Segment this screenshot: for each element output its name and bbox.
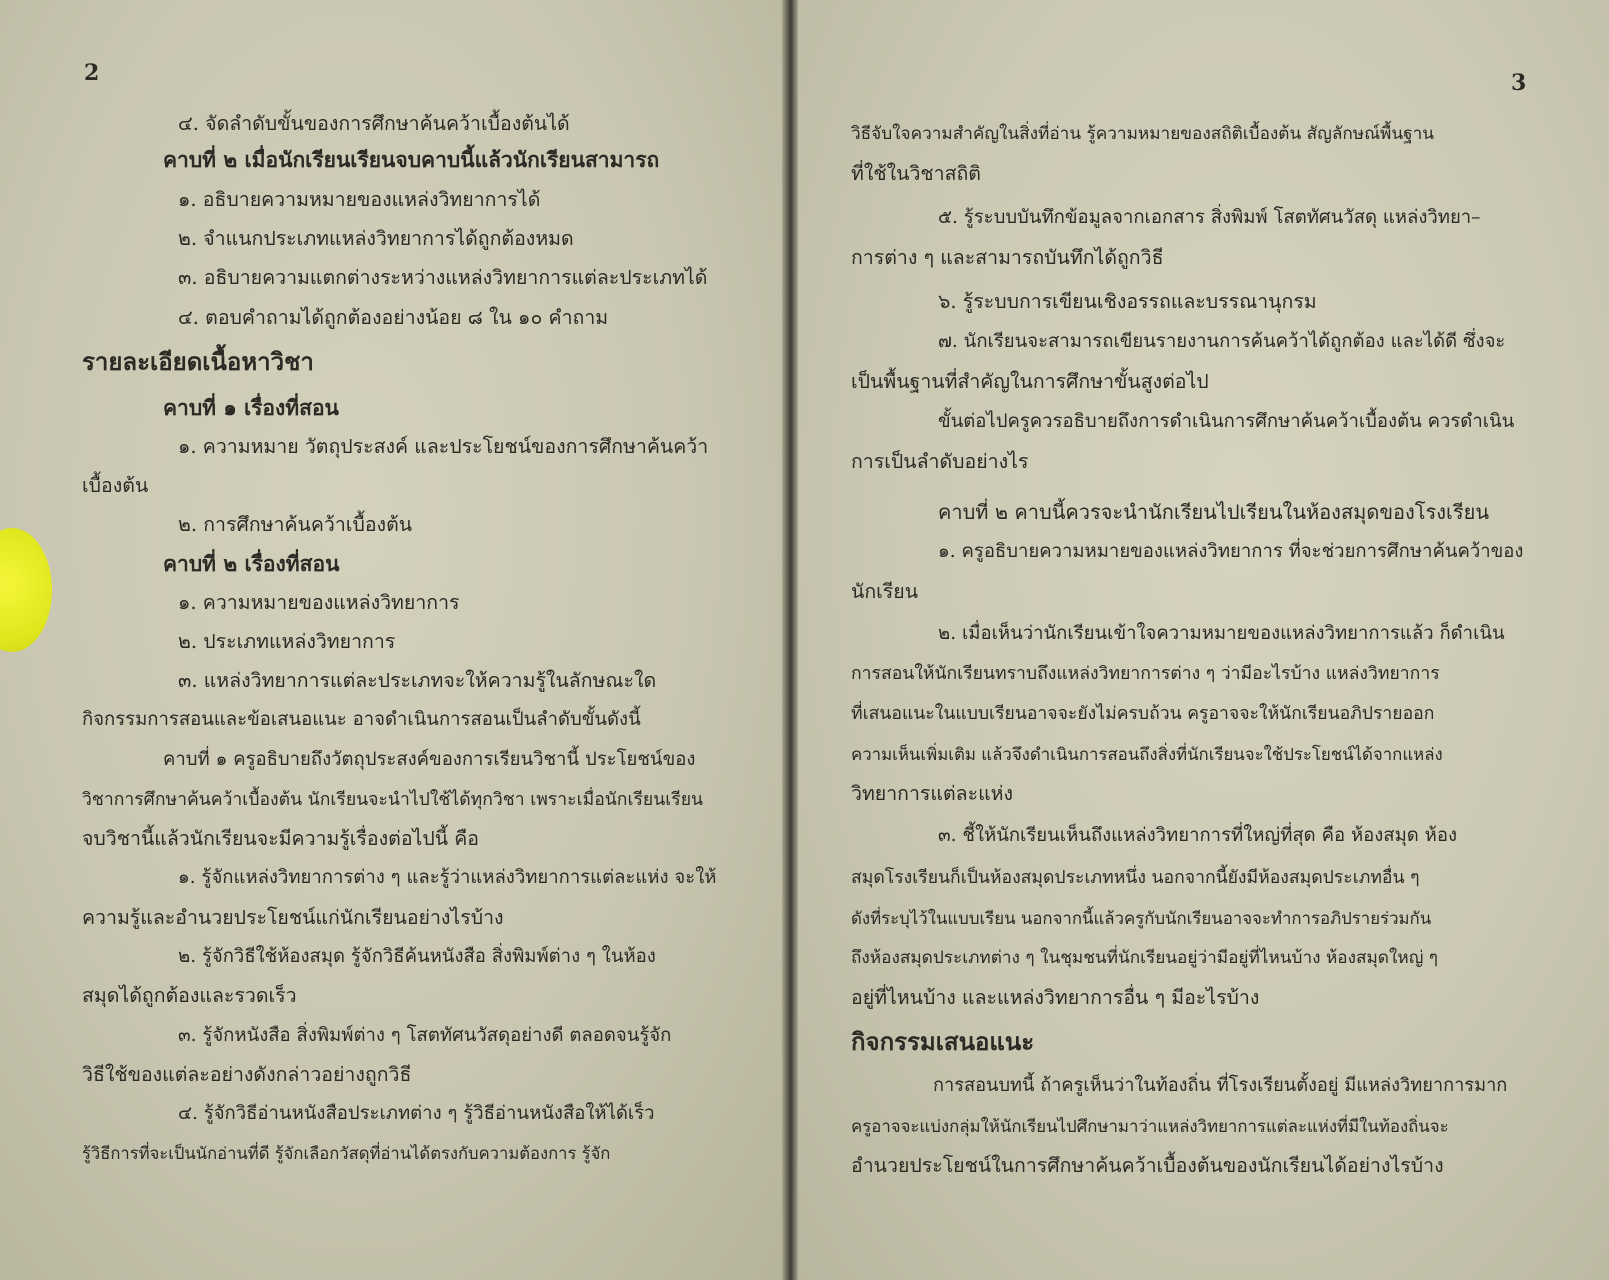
text-line: วิธีใช้ของแต่ละอย่างดังกล่าวอย่างถูกวิธี: [82, 1063, 412, 1086]
text-line: การสอนให้นักเรียนทราบถึงแหล่งวิทยาการต่าง ๆ ว่ามีอะไรบ้าง แหล่งวิทยาการ: [851, 664, 1440, 684]
right-page: [793, 0, 1609, 1280]
text-line: ที่เสนอแนะในแบบเรียนอาจจะยังไม่ครบถ้วน ครูอาจจะให้นักเรียนอภิปรายออก: [851, 704, 1435, 724]
section-heading: รายละเอียดเนื้อหาวิชา: [82, 347, 314, 376]
text-line: ๓. รู้จักหนังสือ สิ่งพิมพ์ต่าง ๆ โสตทัศนวัสดุอย่างดี ตลอดจนรู้จัก: [178, 1025, 672, 1046]
text-line: วิทยาการแต่ละแห่ง: [851, 782, 1014, 805]
text-line: ความเห็นเพิ่มเติม แล้วจึงดำเนินการสอนถึงสิ่งที่นักเรียนจะใช้ประโยชน์ได้จากแหล่ง: [851, 744, 1443, 764]
page-number: 3: [1511, 70, 1527, 96]
section-heading: กิจกรรมเสนอแนะ: [851, 1027, 1035, 1056]
text-line: ๔. รู้จักวิธีอ่านหนังสือประเภทต่าง ๆ รู้วิธีอ่านหนังสือให้ได้เร็ว: [178, 1103, 655, 1124]
text-line: ๔. จัดลำดับขั้นของการศึกษาค้นคว้าเบื้องต้นได้: [178, 112, 570, 135]
book-gutter: [782, 0, 798, 1280]
section-subheading: คาบที่ ๒ คาบนี้ควรจะนำนักเรียนไปเรียนในห้องสมุดของโรงเรียน: [938, 500, 1489, 524]
text-line: ที่ใช้ในวิชาสถิติ: [851, 162, 981, 185]
left-page: [0, 0, 790, 1280]
text-line: นักเรียน: [851, 580, 919, 603]
text-line: ๕. รู้ระบบบันทึกข้อมูลจากเอกสาร สิ่งพิมพ์ โสตทัศนวัสดุ แหล่งวิทยา–: [938, 207, 1481, 228]
text-line: ๒. จำแนกประเภทแหล่งวิทยาการได้ถูกต้องหมด: [178, 227, 574, 250]
text-line: ถึงห้องสมุดประเภทต่าง ๆ ในชุมชนที่นักเรียนอยู่ว่ามีอยู่ที่ไหนบ้าง ห้องสมุดใหญ่ ๆ: [851, 948, 1439, 968]
text-line: ความรู้และอำนวยประโยชน์แก่นักเรียนอย่างไรบ้าง: [82, 906, 504, 929]
text-line: วิธีจับใจความสำคัญในสิ่งที่อ่าน รู้ความหมายของสถิติเบื้องต้น สัญลักษณ์พื้นฐาน: [851, 124, 1434, 144]
text-line: ๑. ครูอธิบายความหมายของแหล่งวิทยาการ ที่จะช่วยการศึกษาค้นคว้าของ: [938, 541, 1524, 562]
text-line: ขั้นต่อไปครูควรอธิบายถึงการดำเนินการศึกษาค้นคว้าเบื้องต้น ควรดำเนิน: [938, 411, 1515, 432]
text-line: ดังที่ระบุไว้ในแบบเรียน นอกจากนี้แล้วครูกับนักเรียนอาจจะทำการอภิปรายร่วมกัน: [851, 908, 1432, 928]
text-line: ๒. ประเภทแหล่งวิทยาการ: [178, 630, 396, 653]
page-number: 2: [84, 60, 100, 86]
text-line: คาบที่ ๑ ครูอธิบายถึงวัตถุประสงค์ของการเรียนวิชานี้ ประโยชน์ของ: [163, 749, 696, 770]
text-line: รู้วิธีการที่จะเป็นนักอ่านที่ดี รู้จักเลือกวัสดุที่อ่านได้ตรงกับความต้องการ รู้จัก: [82, 1144, 611, 1163]
section-heading: กิจกรรมการสอนและข้อเสนอแนะ อาจดำเนินการสอนเป็นลำดับขั้นดังนี้: [82, 709, 641, 730]
text-line: ๑. รู้จักแหล่งวิทยาการต่าง ๆ และรู้ว่าแหล่งวิทยาการแต่ละแห่ง จะให้: [178, 867, 717, 888]
text-line: ๓. ชี้ให้นักเรียนเห็นถึงแหล่งวิทยาการที่ใหญ่ที่สุด คือ ห้องสมุด ห้อง: [938, 825, 1458, 846]
text-line: จบวิชานี้แล้วนักเรียนจะมีความรู้เรื่องต่อไปนี้ คือ: [82, 827, 480, 850]
text-line: วิชาการศึกษาค้นคว้าเบื้องต้น นักเรียนจะนำไปใช้ได้ทุกวิชา เพราะเมื่อนักเรียนเรียน: [82, 790, 704, 810]
text-line: ๔. ตอบคำถามได้ถูกต้องอย่างน้อย ๘ ใน ๑๐ คำถาม: [178, 306, 609, 329]
text-line: ๑. อธิบายความหมายของแหล่งวิทยาการได้: [178, 188, 541, 211]
section-subheading: คาบที่ ๒ เรื่องที่สอน: [163, 551, 340, 576]
text-line: ๒. เมื่อเห็นว่านักเรียนเข้าใจความหมายของแหล่งวิทยาการแล้ว ก็ดำเนิน: [938, 623, 1505, 644]
text-line: เบื้องต้น: [82, 474, 149, 497]
text-line: ๒. การศึกษาค้นคว้าเบื้องต้น: [178, 513, 413, 536]
text-line: ๗. นักเรียนจะสามารถเขียนรายงานการค้นคว้าได้ถูกต้อง และได้ดี ซึ่งจะ: [938, 331, 1506, 352]
yellow-sticker-icon: [0, 528, 52, 652]
section-subheading: คาบที่ ๑ เรื่องที่สอน: [163, 395, 339, 420]
text-line: ๖. รู้ระบบการเขียนเชิงอรรถและบรรณานุกรม: [938, 290, 1317, 313]
text-line: การสอนบทนี้ ถ้าครูเห็นว่าในท้องถิ่น ที่โรงเรียนตั้งอยู่ มีแหล่งวิทยาการมาก: [933, 1075, 1508, 1096]
text-line: เป็นพื้นฐานที่สำคัญในการศึกษาขั้นสูงต่อไป: [851, 370, 1209, 393]
text-line: ๑. ความหมายของแหล่งวิทยาการ: [178, 591, 460, 614]
text-line: ครูอาจจะแบ่งกลุ่มให้นักเรียนไปศึกษามาว่าแหล่งวิทยาการแต่ละแห่งที่มีในท้องถิ่นจะ: [851, 1116, 1449, 1136]
text-line: อยู่ที่ไหนบ้าง และแหล่งวิทยาการอื่น ๆ มีอะไรบ้าง: [851, 986, 1260, 1009]
text-line: ๑. ความหมาย วัตถุประสงค์ และประโยชน์ของการศึกษาค้นคว้า: [178, 435, 709, 458]
text-line: สมุดโรงเรียนก็เป็นห้องสมุดประเภทหนึ่ง นอกจากนี้ยังมีห้องสมุดประเภทอื่น ๆ: [851, 868, 1420, 888]
text-line: ๓. อธิบายความแตกต่างระหว่างแหล่งวิทยาการแต่ละประเภทได้: [178, 266, 708, 289]
text-line: การต่าง ๆ และสามารถบันทึกได้ถูกวิธี: [851, 246, 1164, 269]
section-subheading: คาบที่ ๒ เมื่อนักเรียนเรียนจบคาบนี้แล้วนักเรียนสามารถ: [163, 147, 660, 172]
text-line: สมุดได้ถูกต้องและรวดเร็ว: [82, 984, 297, 1007]
text-line: ๓. แหล่งวิทยาการแต่ละประเภทจะให้ความรู้ในลักษณะใด: [178, 669, 657, 692]
text-line: การเป็นลำดับอย่างไร: [851, 450, 1029, 473]
text-line: ๒. รู้จักวิธีใช้ห้องสมุด รู้จักวิธีค้นหนังสือ สิ่งพิมพ์ต่าง ๆ ในห้อง: [178, 946, 656, 967]
text-line: อำนวยประโยชน์ในการศึกษาค้นคว้าเบื้องต้นของนักเรียนได้อย่างไรบ้าง: [851, 1154, 1444, 1177]
